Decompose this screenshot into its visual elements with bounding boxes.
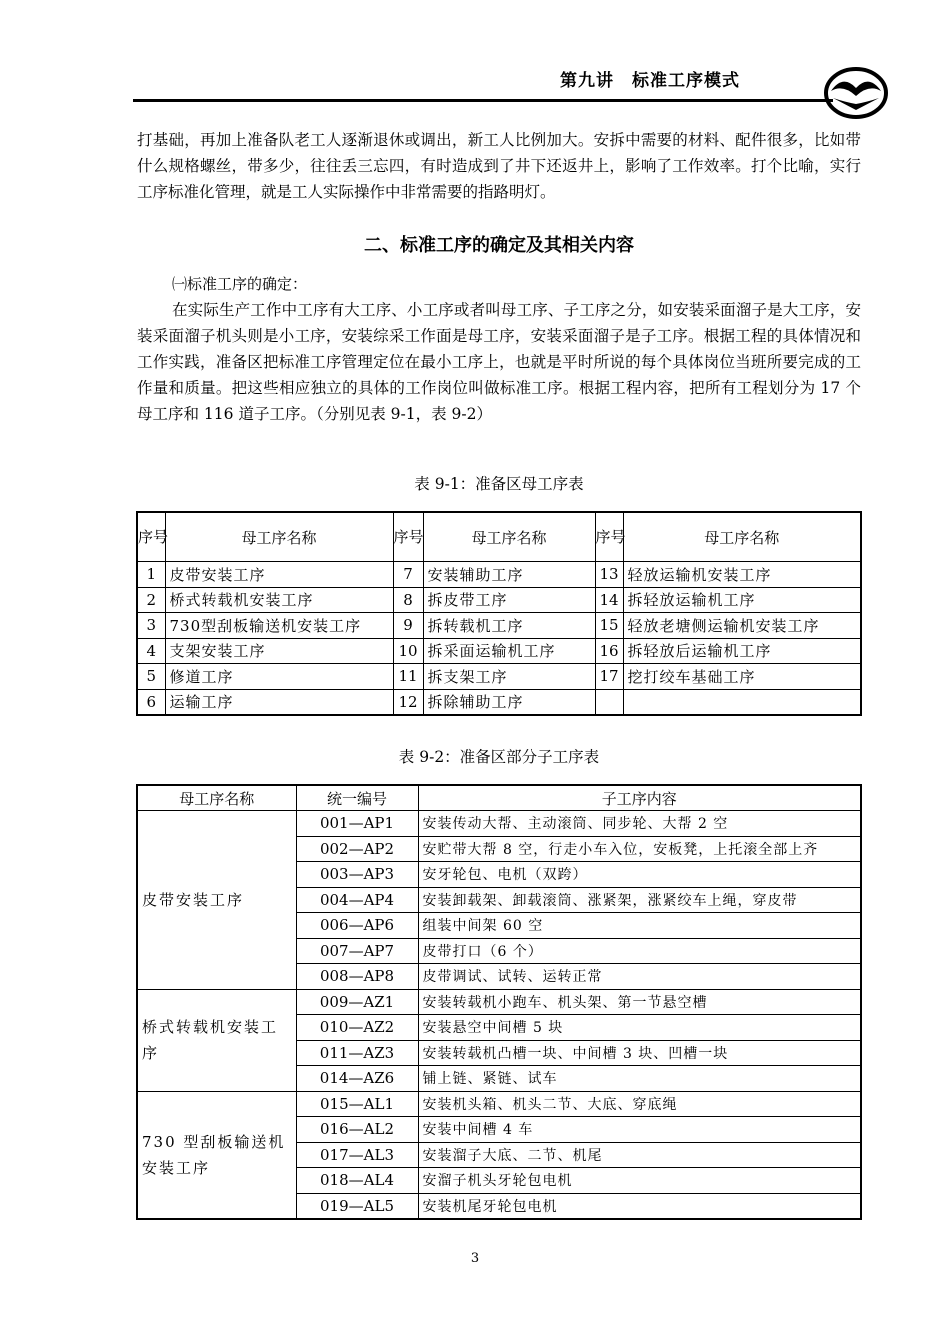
seq-cell: 2 — [137, 587, 165, 613]
content-cell: 皮带打口（6 个） — [418, 938, 861, 964]
code-cell: 002—AP2 — [296, 836, 418, 862]
table-row — [137, 587, 861, 613]
content-cell: 组装中间架 60 空 — [418, 913, 861, 939]
name-header: 母工序名称 — [165, 512, 393, 562]
content-cell: 安装转载机小跑车、机头架、第一节悬空槽 — [418, 989, 861, 1015]
table-row — [137, 613, 861, 639]
process-name-cell: 修道工序 — [165, 664, 393, 690]
code-header: 统一编号 — [296, 785, 418, 811]
code-cell: 019—AL5 — [296, 1193, 418, 1219]
seq-cell: 14 — [595, 587, 623, 613]
process-name-cell: 730型刮板输送机安装工序 — [165, 613, 393, 639]
seq-cell: 10 — [393, 638, 423, 664]
parent-process-cell: 730 型刮板输送机安装工序 — [137, 1091, 296, 1219]
table2-caption: 表 9-2：准备区部分子工序表 — [398, 748, 600, 766]
content-header: 子工序内容 — [418, 785, 861, 811]
process-name-cell: 桥式转载机安装工序 — [165, 587, 393, 613]
process-name-cell — [623, 689, 861, 715]
content-cell: 安溜子机头牙轮包电机 — [418, 1168, 861, 1194]
process-name-cell: 拆皮带工序 — [423, 587, 595, 613]
content-cell: 安装机头箱、机头二节、大底、穿底绳 — [418, 1091, 861, 1117]
code-cell: 009—AZ1 — [296, 989, 418, 1015]
content-cell: 安装悬空中间槽 5 块 — [418, 1015, 861, 1041]
seq-cell: 1 — [137, 562, 165, 588]
body-paragraph: 在实际生产工作中工序有大工序、小工序或者叫母工序、子工序之分，如安装采面溜子是大工序，安装采面溜子机头则是小工序，安装综采工作面是母工序，安装采面溜子是子工序。根据工程的具体情况和工作实践，准备区把标准工序管理定位在最小工序上，也就是平时所说的每个具体岗位当班所要完成的工作量和质量。把这些相应独立的具体的工作岗位叫做标准工序。根据工程内容，把所有工程划分为 17 个母工序和 116 道子工序。（分别见表 9-1，表 9-2） — [137, 301, 861, 423]
seq-cell: 16 — [595, 638, 623, 664]
seq-header: 序号 — [595, 512, 623, 562]
content-cell: 安装传动大帮、主动滚筒、同步轮、大帮 2 空 — [418, 811, 861, 837]
seq-cell: 13 — [595, 562, 623, 588]
section-heading: 二、标准工序的确定及其相关内容 — [364, 235, 634, 256]
content-cell: 安牙轮包、电机（双跨） — [418, 862, 861, 888]
content-cell: 安贮带大帮 8 空，行走小车入位，安板凳，上托滚全部上齐 — [418, 836, 861, 862]
process-name-cell: 安装辅助工序 — [423, 562, 595, 588]
sub-process-table — [136, 784, 862, 1220]
table-header-row — [137, 512, 861, 562]
parent-process-cell: 皮带安装工序 — [137, 811, 296, 990]
code-cell: 004—AP4 — [296, 887, 418, 913]
seq-cell: 11 — [393, 664, 423, 690]
code-cell: 010—AZ2 — [296, 1015, 418, 1041]
seq-cell: 12 — [393, 689, 423, 715]
seq-cell: 6 — [137, 689, 165, 715]
process-name-cell: 运输工序 — [165, 689, 393, 715]
table-header-row — [137, 785, 861, 811]
seq-cell: 5 — [137, 664, 165, 690]
seq-cell: 17 — [595, 664, 623, 690]
table-row — [137, 562, 861, 588]
parent-name-header: 母工序名称 — [137, 785, 296, 811]
code-cell: 001—AP1 — [296, 811, 418, 837]
code-cell: 016—AL2 — [296, 1117, 418, 1143]
code-cell: 007—AP7 — [296, 938, 418, 964]
process-name-cell: 拆采面运输机工序 — [423, 638, 595, 664]
sub-heading: ㈠标准工序的确定： — [172, 275, 308, 293]
code-cell: 011—AZ3 — [296, 1040, 418, 1066]
seq-cell — [595, 689, 623, 715]
code-cell: 014—AZ6 — [296, 1066, 418, 1092]
seq-cell: 3 — [137, 613, 165, 639]
table-row — [137, 664, 861, 690]
emblem-logo — [823, 66, 889, 120]
process-name-cell: 挖打绞车基础工序 — [623, 664, 861, 690]
process-name-cell: 拆支架工序 — [423, 664, 595, 690]
code-cell: 017—AL3 — [296, 1142, 418, 1168]
code-cell: 008—AP8 — [296, 964, 418, 990]
content-cell: 安装卸载架、卸载滚筒、涨紧架，涨紧绞车上绳，穿皮带 — [418, 887, 861, 913]
content-cell: 安装溜子大底、二节、机尾 — [418, 1142, 861, 1168]
table1-caption: 表 9-1：准备区母工序表 — [414, 475, 584, 493]
name-header: 母工序名称 — [623, 512, 861, 562]
table-row — [137, 638, 861, 664]
code-cell: 003—AP3 — [296, 862, 418, 888]
parent-process-cell: 桥式转载机安装工序 — [137, 989, 296, 1091]
content-cell: 安装中间槽 4 车 — [418, 1117, 861, 1143]
intro-paragraph: 打基础，再加上准备队老工人逐渐退休或调出，新工人比例加大。安拆中需要的材料、配件很多，比如带什么规格螺丝，带多少，往往丢三忘四，有时造成到了井下还返井上，影响了工作效率。打个比喻，实行工序标准化管理，就是工人实际操作中非常需要的指路明灯。 — [137, 131, 861, 201]
running-header-title: 第九讲 标准工序模式 — [560, 71, 740, 91]
content-cell: 铺上链、紧链、试车 — [418, 1066, 861, 1092]
page-number: 3 — [470, 1251, 480, 1266]
content-cell: 安装转载机凸槽一块、中间槽 3 块、凹槽一块 — [418, 1040, 861, 1066]
header-rule — [133, 99, 833, 102]
table-row — [137, 989, 861, 1015]
process-name-cell: 拆轻放后运输机工序 — [623, 638, 861, 664]
content-cell: 皮带调试、试转、运转正常 — [418, 964, 861, 990]
seq-cell: 9 — [393, 613, 423, 639]
process-name-cell: 轻放老塘侧运输机安装工序 — [623, 613, 861, 639]
seq-cell: 8 — [393, 587, 423, 613]
process-name-cell: 拆转载机工序 — [423, 613, 595, 639]
process-name-cell: 拆轻放运输机工序 — [623, 587, 861, 613]
seq-header: 序号 — [393, 512, 423, 562]
seq-cell: 15 — [595, 613, 623, 639]
parent-process-table — [136, 511, 862, 716]
code-cell: 018—AL4 — [296, 1168, 418, 1194]
name-header: 母工序名称 — [423, 512, 595, 562]
process-name-cell: 拆除辅助工序 — [423, 689, 595, 715]
process-name-cell: 皮带安装工序 — [165, 562, 393, 588]
seq-header: 序号 — [137, 512, 165, 562]
code-cell: 006—AP6 — [296, 913, 418, 939]
content-cell: 安装机尾牙轮包电机 — [418, 1193, 861, 1219]
table-row — [137, 1091, 861, 1117]
table-row — [137, 689, 861, 715]
process-name-cell: 轻放运输机安装工序 — [623, 562, 861, 588]
table-row — [137, 811, 861, 837]
seq-cell: 4 — [137, 638, 165, 664]
process-name-cell: 支架安装工序 — [165, 638, 393, 664]
seq-cell: 7 — [393, 562, 423, 588]
code-cell: 015—AL1 — [296, 1091, 418, 1117]
